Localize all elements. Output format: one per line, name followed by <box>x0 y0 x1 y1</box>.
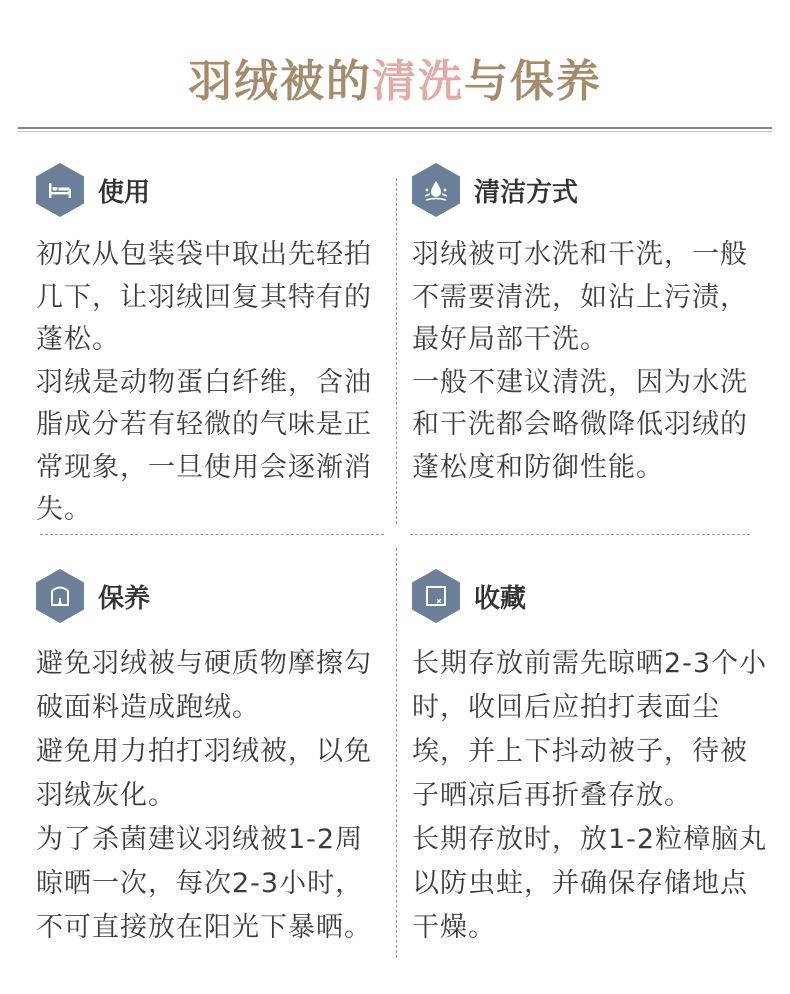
section-title: 收藏 <box>474 583 527 614</box>
storage-box-icon <box>412 569 460 623</box>
row-divider-right <box>410 534 750 535</box>
section-body <box>412 642 772 950</box>
paragraph: 避免羽绒被与硬质物摩擦勾破面料造成跑绒。 <box>36 648 372 723</box>
section-header <box>36 566 388 626</box>
section-header <box>36 160 388 220</box>
page-title <box>0 52 790 112</box>
title-highlight: 清洗 <box>372 56 464 107</box>
section-cleaning <box>412 160 772 489</box>
section-body <box>36 234 388 532</box>
paragraph: 初次从包装袋中取出先轻拍几下，让羽绒回复其特有的蓬松。 <box>36 239 372 355</box>
section-maintenance <box>36 566 388 950</box>
section-header <box>412 566 772 626</box>
section-title: 保养 <box>98 583 151 614</box>
section-title: 使用 <box>98 177 151 208</box>
paragraph: 羽绒是动物蛋白纤维，含油脂成分若有轻微的气味是正常现象，一旦使用会逐渐消失。 <box>36 366 372 525</box>
section-body <box>412 234 772 489</box>
paragraph: 一般不建议清洗，因为水洗和干洗都会略微降低羽绒的蓬松度和防御性能。 <box>412 366 748 483</box>
paragraph: 长期存放时，放1-2粒樟脑丸以防虫蛀，并确保存储地点干燥。 <box>412 824 768 943</box>
section-storage <box>412 566 772 950</box>
title-part-3: 与保养 <box>464 56 602 107</box>
water-drop-icon <box>412 163 460 217</box>
paragraph: 为了杀菌建议羽绒被1-2周晾晒一次，每次2-3小时，不可直接放在阳光下暴晒。 <box>36 824 372 943</box>
row-divider-left <box>40 534 384 535</box>
column-divider-bottom <box>396 548 397 958</box>
title-divider-thick <box>18 127 772 129</box>
title-part-1: 羽绒被的 <box>188 56 372 107</box>
column-divider-top <box>396 178 397 524</box>
quilt-icon <box>36 569 84 623</box>
paragraph: 羽绒被可水洗和干洗，一般不需要清洗，如沾上污渍，最好局部干洗。 <box>412 239 748 355</box>
bed-icon <box>36 163 84 217</box>
title-divider-thin <box>18 131 772 132</box>
paragraph: 避免用力拍打羽绒被，以免羽绒灰化。 <box>36 736 372 811</box>
section-header <box>412 160 772 220</box>
section-body <box>36 642 388 950</box>
paragraph: 长期存放前需先晾晒2-3个小时，收回后应拍打表面尘埃，并上下抖动被子，待被子晒凉后再折叠存放。 <box>412 648 768 811</box>
section-title: 清洁方式 <box>474 177 579 208</box>
section-usage <box>36 160 388 532</box>
